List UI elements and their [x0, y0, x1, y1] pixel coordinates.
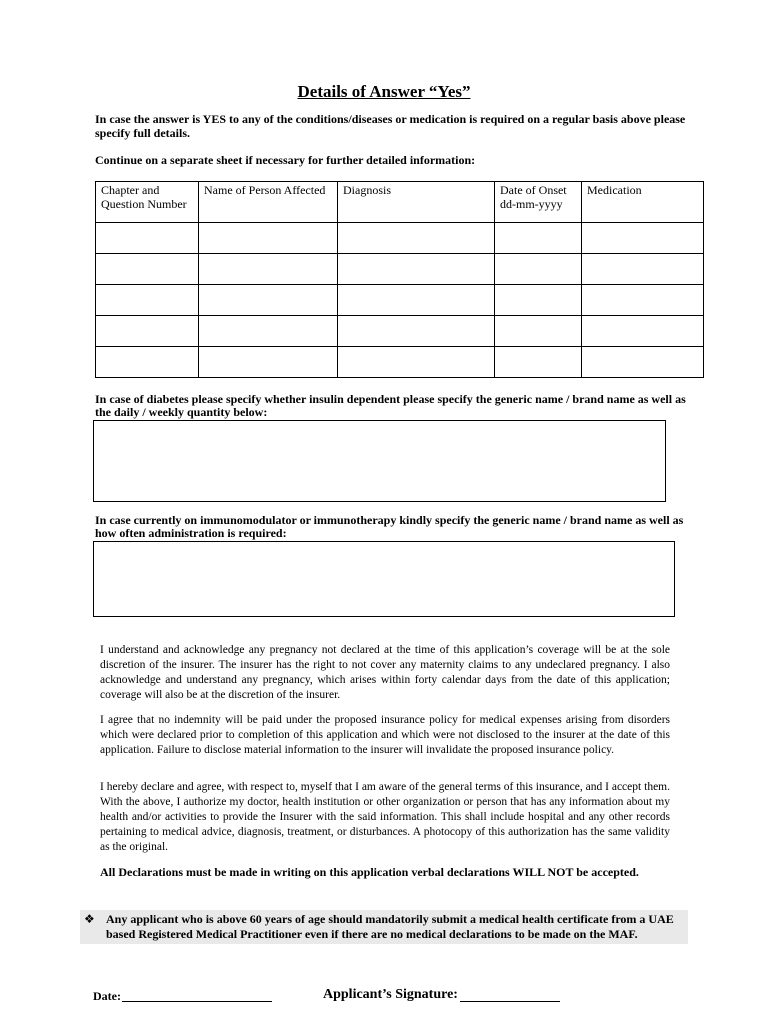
table-cell[interactable] — [96, 316, 199, 347]
table-cell[interactable] — [582, 254, 704, 285]
table-cell[interactable] — [338, 223, 495, 254]
table-cell[interactable] — [495, 223, 582, 254]
table-row — [96, 316, 704, 347]
table-cell[interactable] — [199, 347, 338, 378]
table-cell[interactable] — [338, 347, 495, 378]
header-diagnosis: Diagnosis — [338, 182, 495, 223]
diabetes-answer-box[interactable] — [93, 420, 666, 502]
table-cell[interactable] — [96, 254, 199, 285]
immuno-question: In case currently on immunomodulator or immunotherapy kindly specify the generic name / brand name as well as how often administration is required: — [95, 513, 684, 540]
table-cell[interactable] — [582, 316, 704, 347]
table-cell[interactable] — [338, 316, 495, 347]
header-medication: Medication — [582, 182, 704, 223]
table-row — [96, 285, 704, 316]
declarations-writing-notice: All Declarations must be made in writing on this application verbal declarations WILL NOT be accepted. — [100, 865, 639, 879]
table-cell[interactable] — [199, 223, 338, 254]
table-cell[interactable] — [338, 285, 495, 316]
applicant-signature-label: Applicant’s Signature: — [323, 987, 458, 1002]
diabetes-question: In case of diabetes please specify whether insulin dependent please specify the generic name / brand name as well as the daily / weekly quantity below: — [95, 392, 686, 419]
table-cell[interactable] — [582, 223, 704, 254]
table-row — [96, 223, 704, 254]
age-notice — [80, 910, 688, 944]
header-date-of-onset: Date of Onset dd-mm-yyyy — [495, 182, 582, 223]
table-cell[interactable] — [338, 254, 495, 285]
table-cell[interactable] — [199, 316, 338, 347]
table-row — [96, 254, 704, 285]
table-cell[interactable] — [495, 316, 582, 347]
table-cell[interactable] — [495, 347, 582, 378]
diamond-bullet-icon: ❖ — [84, 912, 95, 926]
applicant-signature-field[interactable] — [460, 1001, 560, 1002]
table-cell[interactable] — [582, 285, 704, 316]
declaration-authorization: I hereby declare and agree, with respect to, myself that I am aware of the general terms of this insurance, and I accept them. With the above, I authorize my doctor, health institution or other organization or person that has any information about my health and/or activities to provide the Insurer with the said information. This shall include hospital and any other records pertaining to medical advice, diagnosis, treatment, or disturbances. A photocopy of this authorization has the same validity as the original. — [100, 781, 670, 853]
table-cell[interactable] — [96, 347, 199, 378]
table-cell[interactable] — [96, 223, 199, 254]
table-cell[interactable] — [495, 285, 582, 316]
immuno-answer-box[interactable] — [93, 541, 675, 617]
date-label: Date: — [93, 989, 121, 1003]
table-cell[interactable] — [199, 254, 338, 285]
table-header-row — [96, 182, 704, 223]
continue-note: Continue on a separate sheet if necessary for further detailed information: — [95, 153, 476, 167]
page-title: Details of Answer “Yes” — [297, 82, 471, 101]
table-cell[interactable] — [582, 347, 704, 378]
declaration-indemnity: I agree that no indemnity will be paid under the proposed insurance policy for medical expenses arising from disorders which were declared prior to completion of this application and which were not disclosed to the insurer at the date of this application. Failure to disclose material information to the insurer will invalidate the proposed insurance policy. — [100, 714, 670, 756]
declaration-pregnancy: I understand and acknowledge any pregnancy not declared at the time of this application’s coverage will be at the sole discretion of the insurer. The insurer has the right to not cover any maternity claims to any undeclared pregnancy. I also acknowledge and understand any pregnancy, which arises within forty calendar days from the date of this application; coverage will also be at the discretion of the insurer. — [100, 644, 670, 701]
table-cell[interactable] — [495, 254, 582, 285]
details-table — [95, 181, 704, 378]
table-cell[interactable] — [96, 285, 199, 316]
header-person-affected: Name of Person Affected — [199, 182, 338, 223]
date-field[interactable] — [122, 1001, 272, 1002]
header-chapter-question: Chapter and Question Number — [96, 182, 199, 223]
table-cell[interactable] — [199, 285, 338, 316]
age-notice-text: Any applicant who is above 60 years of age should mandatorily submit a medical health certificate from a UAE based Registered Medical Practitioner even if there are no medical declarations to be made on the MAF. — [106, 912, 674, 941]
table-row — [96, 347, 704, 378]
intro-instructions: In case the answer is YES to any of the conditions/diseases or medication is required on a regular basis above please specify full details. — [95, 112, 686, 140]
